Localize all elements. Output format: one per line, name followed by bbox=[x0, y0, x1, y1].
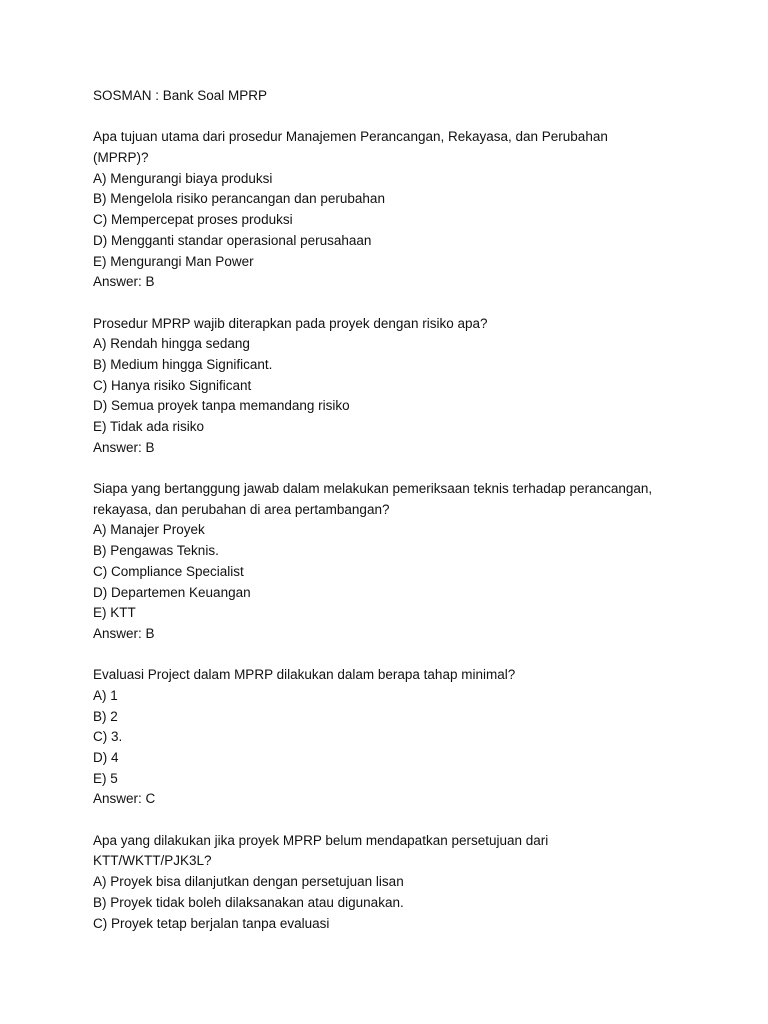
option-d: D) Mengganti standar operasional perusahaan bbox=[93, 232, 372, 248]
option-e: E) Mengurangi Man Power bbox=[93, 253, 254, 269]
question-text-line: rekayasa, dan perubahan di area pertambangan? bbox=[93, 501, 390, 517]
option-a: A) 1 bbox=[93, 687, 118, 703]
question-2 bbox=[93, 314, 713, 459]
option-e: E) Tidak ada risiko bbox=[93, 419, 205, 434]
question-5 bbox=[93, 831, 713, 934]
option-a: A) Manajer Proyek bbox=[93, 522, 205, 538]
blank-line bbox=[93, 107, 713, 128]
option-e: E) KTT bbox=[93, 605, 136, 621]
option-c: C) Hanya risiko Significant bbox=[93, 377, 252, 393]
question-text-line: KTT/WKTT/PJK3L? bbox=[93, 853, 212, 869]
option-d: D) 4 bbox=[93, 750, 119, 765]
option-b: B) Mengelola risiko perancangan dan perubahan bbox=[93, 191, 385, 207]
option-b: B) Medium hingga Significant. bbox=[93, 356, 273, 372]
option-a: A) Mengurangi biaya produksi bbox=[93, 170, 273, 186]
answer-line: Answer: C bbox=[93, 791, 156, 807]
document-title: SOSMAN : Bank Soal MPRP bbox=[93, 88, 268, 103]
blank-line bbox=[93, 645, 713, 666]
question-text-line: (MPRP)? bbox=[93, 150, 149, 166]
option-b: B) Pengawas Teknis. bbox=[93, 543, 219, 559]
question-1 bbox=[93, 127, 713, 293]
option-b: B) Proyek tidak boleh dilaksanakan atau digunakan. bbox=[93, 894, 404, 910]
question-4 bbox=[93, 665, 713, 810]
question-text-line: Siapa yang bertanggung jawab dalam melakukan pemeriksaan teknis terhadap perancangan, bbox=[93, 481, 653, 497]
question-3 bbox=[93, 479, 713, 645]
blank-line bbox=[93, 458, 713, 479]
question-text-line: Prosedur MPRP wajib diterapkan pada proyek dengan risiko apa? bbox=[93, 315, 488, 331]
blank-line bbox=[93, 293, 713, 314]
option-c: C) 3. bbox=[93, 729, 123, 745]
blank-line bbox=[93, 810, 713, 831]
option-d: D) Semua proyek tanpa memandang risiko bbox=[93, 398, 350, 414]
question-text-line: Apa yang dilakukan jika proyek MPRP belum mendapatkan persetujuan dari bbox=[93, 832, 549, 848]
option-d: D) Departemen Keuangan bbox=[93, 584, 251, 600]
option-e: E) 5 bbox=[93, 770, 118, 786]
answer-line: Answer: B bbox=[93, 439, 155, 455]
question-text-line: Apa tujuan utama dari prosedur Manajemen Perancangan, Rekayasa, dan Perubahan bbox=[93, 129, 608, 145]
answer-line: Answer: B bbox=[93, 274, 155, 290]
answer-line: Answer: B bbox=[93, 625, 155, 641]
option-a: A) Proyek bisa dilanjutkan dengan persetujuan lisan bbox=[93, 874, 404, 890]
option-c: C) Proyek tetap berjalan tanpa evaluasi bbox=[93, 915, 330, 931]
document-body bbox=[93, 86, 713, 934]
option-c: C) Mempercepat proses produksi bbox=[93, 212, 293, 228]
option-b: B) 2 bbox=[93, 708, 118, 724]
option-c: C) Compliance Specialist bbox=[93, 563, 244, 579]
question-text-line: Evaluasi Project dalam MPRP dilakukan dalam berapa tahap minimal? bbox=[93, 667, 516, 683]
option-a: A) Rendah hingga sedang bbox=[93, 336, 250, 352]
